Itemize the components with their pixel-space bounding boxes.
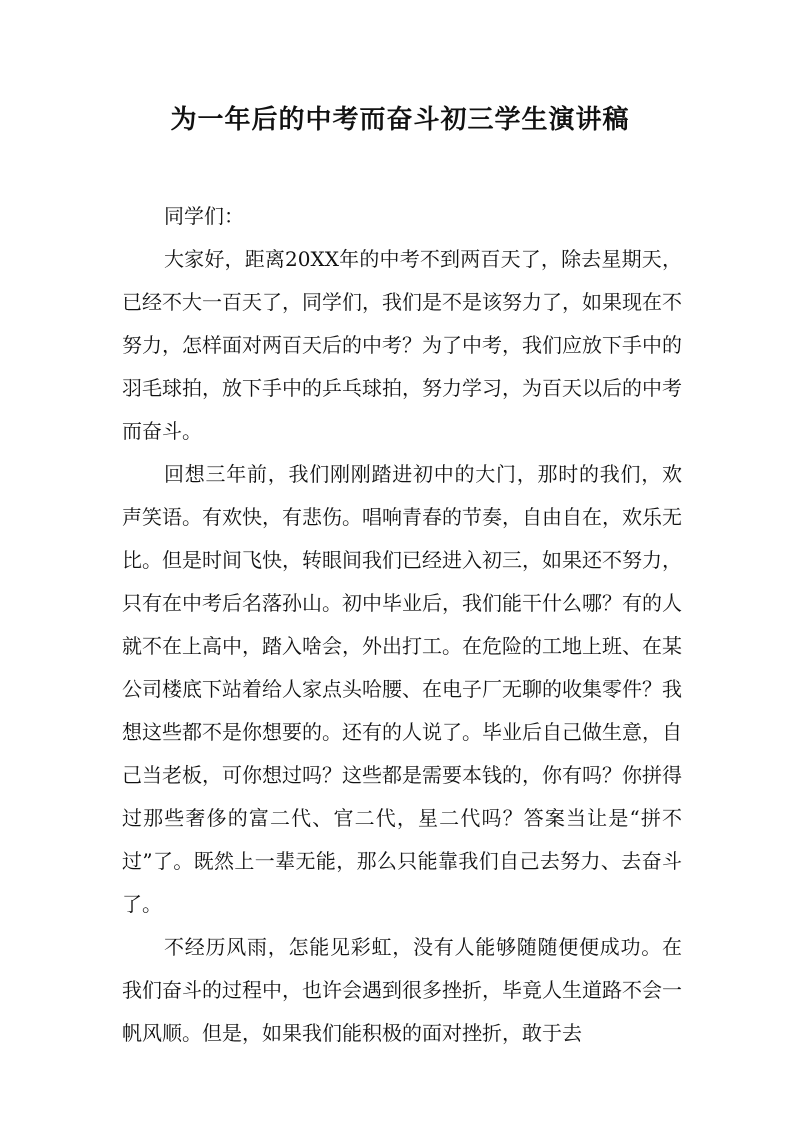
paragraph-3: 不经历风雨，怎能见彩虹，没有人能够随随便便成功。在我们奋斗的过程中，也许会遇到很多挫折，毕竟人生道路不会一帆风顺。但是，如果我们能积极的面对挫折，敢于去 (122, 935, 682, 1045)
paragraph-2: 回想三年前，我们刚刚踏进初中的大门，那时的我们，欢声笑语。有欢快，有悲伤。唱响青春的节奏，自由自在，欢乐无比。但是时间飞快，转眼间我们已经进入初三，如果还不努力，只有在中考后名落孙山。初中毕业后，我们能干什么哪？有的人就不在上高中，踏入啥会，外出打工。在危险的工地上班、在某公司楼底下站着给人家点头哈腰、在电子厂无聊的收集零件？我想这些都不是你想要的。还有的人说了。毕业后自己做生意，自己当老板，可你想过吗？这些都是需要本钱的，你有吗？你拼得过那些奢侈的富二代、官二代，星二代吗？答案当让是“拼不过”了。既然上一辈无能，那么只能靠我们自己去努力、去奋斗了。 (122, 462, 682, 916)
salutation: 同学们： (164, 204, 244, 228)
paragraph-1: 大家好，距离20XX年的中考不到两百天了，除去星期天，已经不大一百天了，同学们，我们是不是该努力了，如果现在不努力，怎样面对两百天后的中考？为了中考，我们应放下手中的羽毛球拍，放下手中的乒乓球拍，努力学习，为百天以后的中考而奋斗。 (122, 247, 682, 443)
document-title: 为一年后的中考而奋斗初三学生演讲稿 (170, 105, 630, 135)
document-body (122, 195, 682, 1055)
